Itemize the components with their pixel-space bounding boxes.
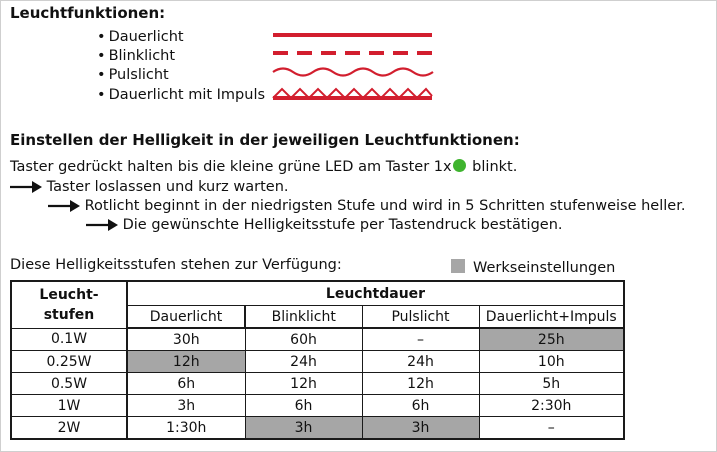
level-cell: 0.5W (11, 373, 127, 395)
value-cell: 6h (362, 395, 479, 417)
value-cell: 24h (362, 351, 479, 373)
level-cell: 2W (11, 417, 127, 440)
wave-line-sample (273, 69, 433, 76)
table-row (11, 395, 624, 417)
table-header-duration: Leuchtdauer (127, 281, 624, 306)
arrow-right-icon (86, 219, 118, 231)
instruction-line-2-text: Taster loslassen und kurz warten. (46, 179, 289, 195)
value-cell: 60h (245, 328, 362, 351)
level-cell: 0.25W (11, 351, 127, 373)
value-cell-default: 25h (479, 328, 624, 351)
value-cell-default: 3h (362, 417, 479, 440)
arrow-right-icon (10, 181, 42, 193)
value-cell: 12h (245, 373, 362, 395)
function-item-blinklicht: • Blinklicht (97, 48, 175, 64)
legend (451, 259, 615, 276)
levels-caption: Diese Helligkeitsstufen stehen zur Verfügung: (10, 257, 342, 273)
instruction-line-4 (86, 217, 563, 233)
function-item-dauerlicht: • Dauerlicht (97, 29, 184, 45)
value-cell: 6h (127, 373, 245, 395)
instruction-line-1-text: Taster gedrückt halten bis die kleine grüne LED am Taster 1x (10, 159, 452, 175)
instruction-line-3 (48, 198, 685, 214)
instruction-line-3-text: Rotlicht beginnt in der niedrigsten Stufe und wird in 5 Schritten stufenweise heller. (84, 198, 686, 214)
table-row (11, 373, 624, 395)
green-led-icon (453, 159, 466, 172)
level-cell: 1W (11, 395, 127, 417)
instruction-line-2 (10, 179, 289, 195)
function-item-dauerlicht-impuls: • Dauerlicht mit Impuls (97, 87, 265, 103)
table-header-pulslicht: Pulslicht (362, 306, 479, 329)
value-cell: – (479, 417, 624, 440)
function-item-pulslicht: • Pulslicht (97, 67, 169, 83)
instruction-line-1 (10, 159, 517, 175)
value-cell: 30h (127, 328, 245, 351)
instruction-line-1-suffix: blinkt. (467, 159, 518, 175)
value-cell: 24h (245, 351, 362, 373)
table-row (11, 351, 624, 373)
value-cell: – (362, 328, 479, 351)
value-cell-default: 12h (127, 351, 245, 373)
table-header-blinklicht: Blinklicht (245, 306, 362, 329)
functions-heading: Leuchtfunktionen: (10, 4, 166, 22)
value-cell: 6h (245, 395, 362, 417)
value-cell-default: 3h (245, 417, 362, 440)
brightness-table (10, 280, 625, 440)
table-row (11, 417, 624, 440)
value-cell: 10h (479, 351, 624, 373)
table-header-dauerlicht-impuls: Dauerlicht+Impuls (479, 306, 624, 329)
level-cell: 0.1W (11, 328, 127, 351)
value-cell: 12h (362, 373, 479, 395)
brightness-heading: Einstellen der Helligkeit in der jeweiligen Leuchtfunktionen: (10, 131, 520, 149)
function-line-samples (270, 26, 435, 106)
table-header-dauerlicht: Dauerlicht (127, 306, 245, 329)
value-cell: 1:30h (127, 417, 245, 440)
table-header-levels: Leucht- stufen (11, 281, 127, 328)
legend-swatch (451, 259, 465, 273)
legend-label: Werkseinstellungen (473, 260, 616, 276)
value-cell: 5h (479, 373, 624, 395)
instruction-line-4-text: Die gewünschte Helligkeitsstufe per Tastendruck bestätigen. (122, 217, 563, 233)
arrow-right-icon (48, 200, 80, 212)
value-cell: 3h (127, 395, 245, 417)
value-cell: 2:30h (479, 395, 624, 417)
table-row (11, 328, 624, 351)
